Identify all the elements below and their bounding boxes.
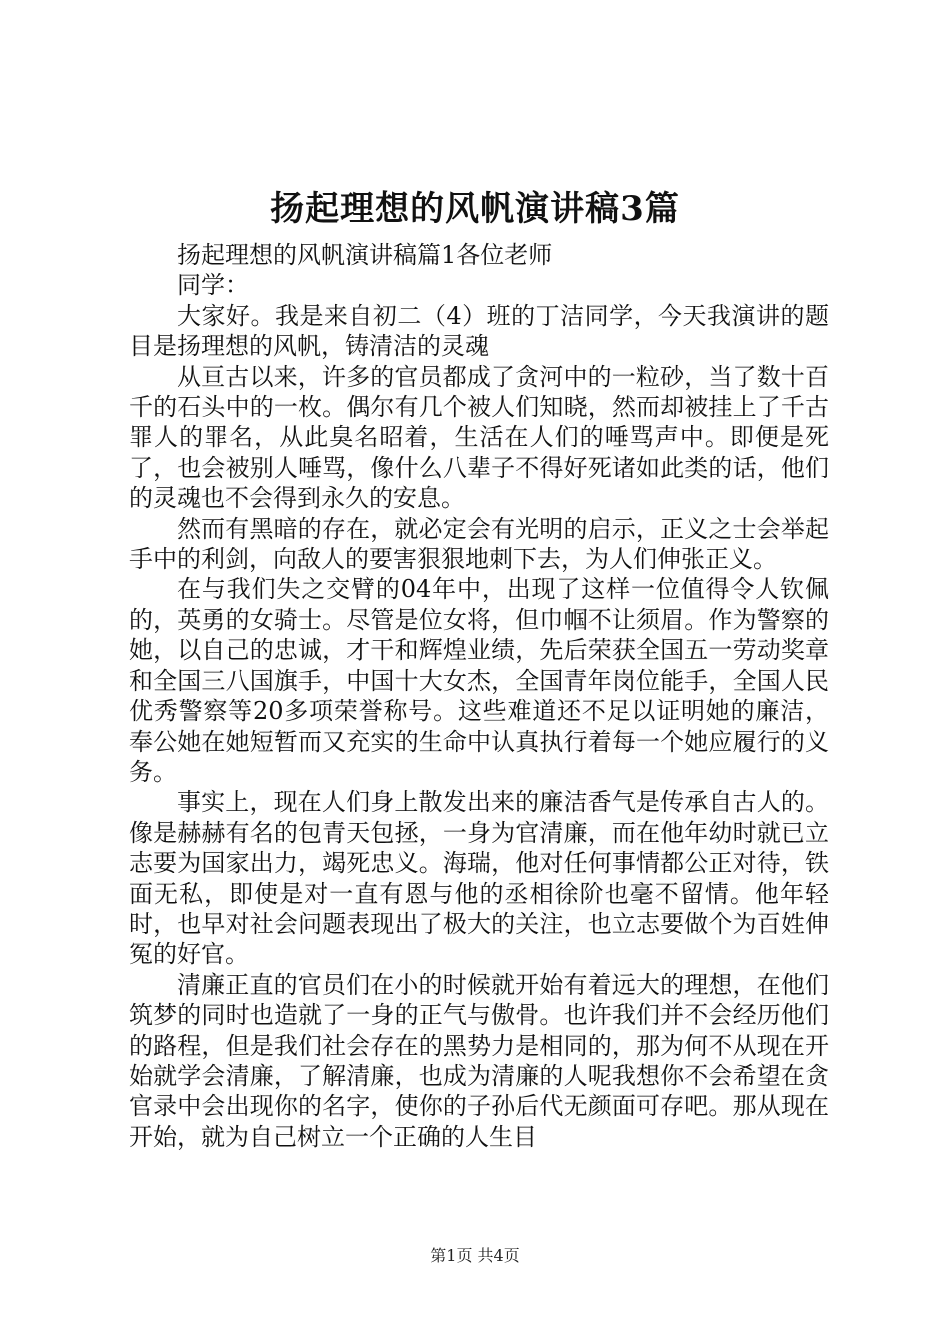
paragraph: 扬起理想的风帆演讲稿篇1各位老师 [177, 241, 553, 269]
paragraph: 然而有黑暗的存在，就必定会有光明的启示，正义之士会举起手中的利剑，向敌人的要害狠狠地刺下去，为人们伸张正义。 [129, 514, 829, 574]
paragraph: 清廉正直的官员们在小的时候就开始有着远大的理想，在他们筑梦的同时也造就了一身的正气与傲骨。也许我们并不会经历他们的路程，但是我们社会存在的黑势力是相同的，那为何不从现在开始就学会清廉，了解清廉，也成为清廉的人呢我想你不会希望在贪官录中会出现你的名字，使你的子孙后代无颜面可存吧。那从现在开始，就为自己树立一个正确的人生目 [129, 970, 829, 1151]
paragraph: 从亘古以来，许多的官员都成了贪河中的一粒砂，当了数十百千的石头中的一枚。偶尔有几个被人们知晓，然而却被挂上了千古罪人的罪名，从此臭名昭着，生活在人们的唾骂声中。即便是死了，也会被别人唾骂，像什么八辈子不得好死诸如此类的话，他们的灵魂也不会得到永久的安息。 [129, 362, 829, 513]
paragraph: 在与我们失之交臂的04年中，出现了这样一位值得令人钦佩的，英勇的女骑士。尽管是位女将，但巾帼不让须眉。作为警察的她，以自己的忠诚，才干和辉煌业绩，先后荣获全国五一劳动奖章和全国三八国旗手，中国十大女杰，全国青年岗位能手，全国人民优秀警察等20多项荣誉称号。这些难道还不足以证明她的廉洁，奉公她在她短暂而又充实的生命中认真执行着每一个她应履行的义务。 [129, 575, 829, 786]
page-number-footer: 第1页 共4页 [430, 1246, 520, 1265]
paragraph: 大家好。我是来自初二（4）班的丁洁同学，今天我演讲的题目是扬理想的风帆，铸清洁的灵魂 [129, 301, 829, 361]
document-body [129, 240, 829, 1152]
document-title: 扬起理想的风帆演讲稿3篇 [270, 189, 680, 229]
paragraph: 事实上，现在人们身上散发出来的廉洁香气是传承自古人的。像是赫赫有名的包青天包拯，一身为官清廉，而在他年幼时就已立志要为国家出力，竭死忠义。海瑞，他对任何事情都公正对待，铁面无私，即使是对一直有恩与他的丞相徐阶也毫不留情。他年轻时，也早对社会问题表现出了极大的关注，也立志要做个为百姓伸冤的好官。 [129, 788, 829, 969]
paragraph: 同学： [177, 271, 249, 300]
